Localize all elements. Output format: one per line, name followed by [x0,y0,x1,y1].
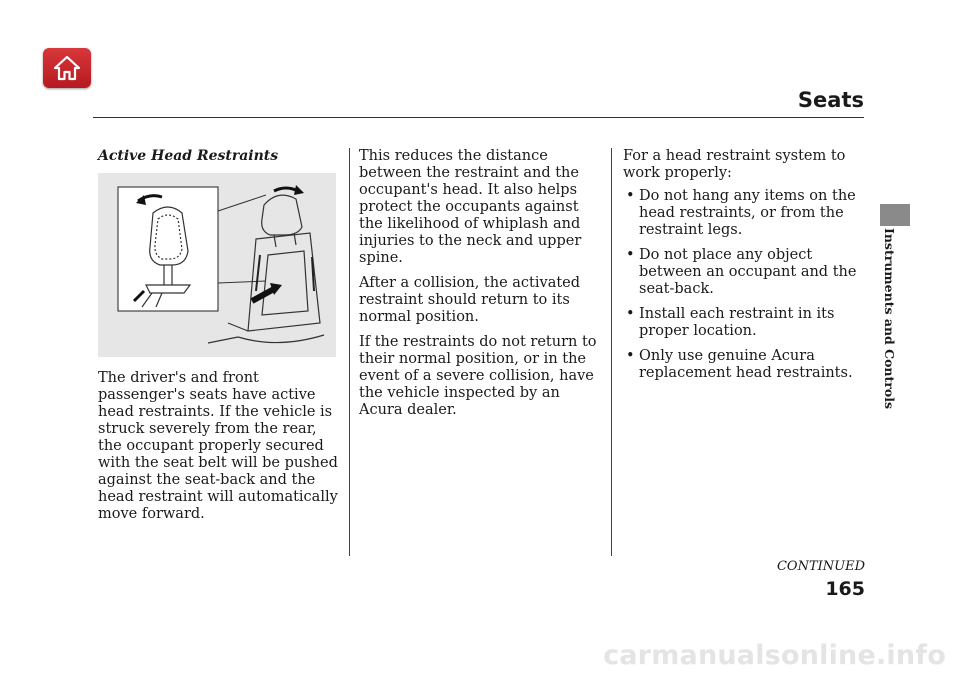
column-divider [611,148,612,556]
list-item-text: Only use genuine Acura replacement head restraints. [639,348,853,381]
section-tab-marker [880,204,910,226]
column-2 [359,148,603,427]
head-restraint-diagram [98,173,336,357]
bullet-icon: • [626,306,635,322]
page-number: 165 [825,578,865,600]
list-item [623,306,868,340]
section-title: Seats [797,88,864,112]
bullet-list [623,188,868,382]
head-restraint-illustration [98,173,336,357]
bullet-icon: • [626,188,635,204]
paragraph: If the restraints do not return to their normal position, or in the event of a severe collision, have the vehicle inspected by an Acura dealer. [359,334,597,418]
continued-label: CONTINUED [776,559,865,574]
subheading: Active Head Restraints [98,148,279,164]
bullet-icon: • [626,348,635,364]
list-item-text: Install each restraint in its proper location. [639,306,835,339]
column-3 [623,148,868,390]
side-tab-label: Instruments and Controls [882,228,897,409]
list-item [623,188,868,239]
home-icon [52,54,82,82]
watermark: carmanualsonline.info [603,640,946,671]
list-item-text: Do not hang any items on the head restraints, or from the restraint legs. [639,188,856,238]
column-1 [98,148,340,531]
home-button[interactable] [43,48,91,88]
list-item [623,247,868,298]
paragraph: After a collision, the activated restraint should return to its normal position. [359,275,581,325]
bullet-intro: For a head restraint system to work properly: [623,148,846,181]
paragraph: This reduces the distance between the restraint and the occupant's head. It also helps protect the occupants against the likelihood of whiplash and injuries to the neck and upper spine. [359,148,582,266]
intro-paragraph: The driver's and front passenger's seats have active head restraints. If the vehicle is struck severely from the rear, the occupant properly secured with the seat belt will be pushed against the seat-back and the head restraint will automatically move forward. [98,370,338,522]
column-divider [349,148,350,556]
list-item [623,348,868,382]
header-rule [93,117,864,118]
bullet-icon: • [626,247,635,263]
list-item-text: Do not place any object between an occupant and the seat-back. [639,247,857,297]
